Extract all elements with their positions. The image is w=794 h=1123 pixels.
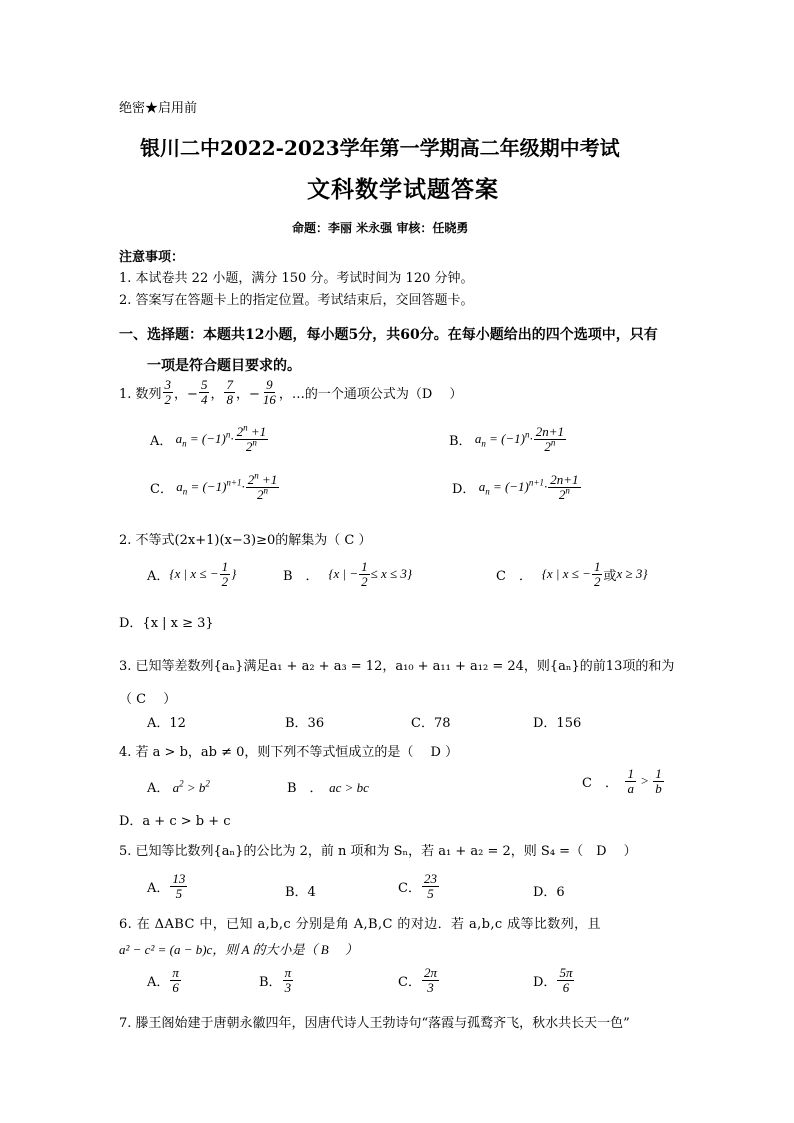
q2-option-b: B ． {x | − $\frac{1}{2}$ ≤ x ≤ 3} xyxy=(283,559,413,589)
question-5-stem: 5. 已知等比数列{aₙ}的公比为 2，前 n 项和为 Sₙ，若 a₁ + a₂ = 2，则 S₄ =（ D ） xyxy=(119,844,637,859)
q3-option-b: B．36 xyxy=(285,716,325,731)
question-3-stem-end: （ C ） xyxy=(119,692,177,707)
q1-term-4: $\frac{9}{16}$ xyxy=(262,377,276,407)
notice-item-2: 2. 答案写在答题卡上的指定位置。考试结束后，交回答题卡。 xyxy=(119,293,474,308)
q2-option-a: A． {x | x ≤ − $\frac{1}{2}$ } xyxy=(147,559,237,589)
q1-term-3: $\frac{7}{8}$ xyxy=(226,377,233,407)
question-1-stem: 1. 数列 $\frac{3}{2}$ ，− $\frac{5}{4}$ ， $\frac{7}{8}$ ，− $\frac{9}{16}$ ，…的一个通项公式为（D ） xyxy=(119,377,463,407)
q5-option-d: D．6 xyxy=(533,885,565,900)
q6-option-c: C． $\frac{2\pi}{3}$ xyxy=(398,965,437,995)
q1-term-2: $\frac{5}{4}$ xyxy=(200,377,208,407)
q4-option-c: C ． $\frac{1}{a}$ > $\frac{1}{b}$ xyxy=(582,766,662,796)
section-heading-line2: 一项是符合题目要求的。 xyxy=(147,358,301,374)
q4-option-a: A． $a^2 > b^2$ xyxy=(147,778,210,796)
q1-option-c: C． $a_n = (-1)^{n+1}\cdot$ $\frac{2^n +1}{2^n}$ xyxy=(150,470,278,502)
q6-option-d: D． $\frac{5\pi}{6}$ xyxy=(533,965,573,995)
section-heading-line1: 一、选择题：本题共12小题，每小题5分，共60分。在每小题给出的四个选项中，只有 xyxy=(119,327,658,343)
q1-term-1: $\frac{3}{2}$ xyxy=(164,377,172,407)
q3-option-c: C．78 xyxy=(411,716,451,731)
q6-option-a: A． $\frac{\pi}{6}$ xyxy=(147,965,179,995)
q5-option-a: A． $\frac{13}{5}$ xyxy=(147,871,186,901)
authors-line: 命题：李丽 米永强 审核：任晓勇 xyxy=(292,221,469,235)
exam-title: 银川二中2022-2023学年第一学期高二年级期中考试 xyxy=(140,136,620,160)
q1-option-a: A． $a_n = (-1)^n\cdot$ $\frac{2^n +1}{2^n}$ xyxy=(150,422,267,454)
notice-item-1: 1. 本试卷共 22 小题，满分 150 分。考试时间为 120 分钟。 xyxy=(119,271,474,286)
q1-option-b: B． $a_n = (-1)^n\cdot$ $\frac{2n+1}{2^n}$ xyxy=(449,424,565,454)
q3-option-a: A．12 xyxy=(147,716,186,731)
q5-option-c: C． $\frac{23}{5}$ xyxy=(398,871,437,901)
q1-option-d: D． $a_n = (-1)^{n+1}\cdot$ $\frac{2n+1}{2^n}$ xyxy=(452,472,579,502)
exam-subtitle: 文科数学试题答案 xyxy=(307,176,499,203)
q4-option-b: B ． ac > bc xyxy=(287,780,369,796)
q3-option-d: D．156 xyxy=(533,716,582,731)
q2-option-d: D．{x | x ≥ 3} xyxy=(119,616,214,631)
question-6-stem: 6. 在 ΔABC 中，已知 a,b,c 分别是角 A,B,C 的对边．若 a,b,c 成等比数列，且 xyxy=(119,917,601,932)
question-7-stem: 7. 滕王阁始建于唐朝永徽四年，因唐代诗人王勃诗句“落霞与孤鹜齐飞，秋水共长天一色” xyxy=(119,1016,630,1031)
q1-prefix: 1. 数列 xyxy=(119,386,162,402)
question-6-stem-end: a² − c² = (a − b)c，则 A 的大小是（ B ） xyxy=(119,942,358,957)
q5-option-b: B．4 xyxy=(285,885,316,900)
q4-option-d: D．a + c > b + c xyxy=(119,814,231,829)
q2-option-c: C ． {x | x ≤ − $\frac{1}{2}$ 或 x ≥ 3} xyxy=(496,559,648,589)
question-2-stem: 2. 不等式(2x+1)(x−3)≥0的解集为（ C ） xyxy=(119,533,372,548)
question-3-stem: 3. 已知等差数列{aₙ}满足a₁ + a₂ + a₃ = 12，a₁₀ + a₁₁ + a₁₂ = 24，则{aₙ}的前13项的和为 xyxy=(119,659,675,674)
notice-heading: 注意事项： xyxy=(119,250,185,265)
question-4-stem: 4. 若 a > b，ab ≠ 0，则下列不等式恒成立的是（ D ） xyxy=(119,745,459,760)
secret-label: 绝密★启用前 xyxy=(119,101,198,116)
q1-suffix: ，…的一个通项公式为（D ） xyxy=(278,386,463,402)
q6-option-b: B． $\frac{\pi}{3}$ xyxy=(259,965,292,995)
